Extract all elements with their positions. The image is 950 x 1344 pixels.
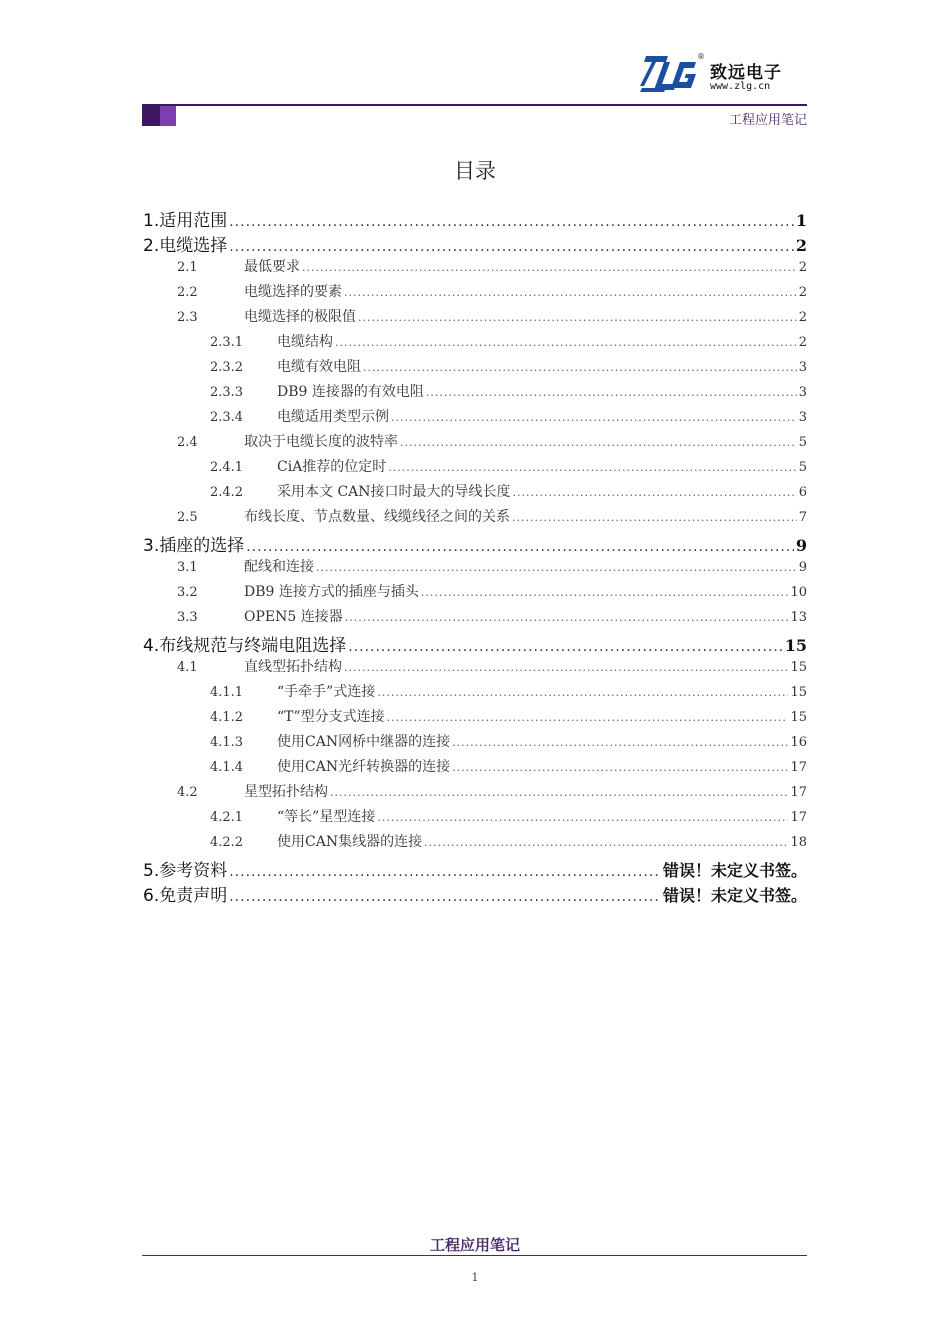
toc-entry-text: 配线和连接: [244, 559, 314, 575]
toc-entry-page: 6: [798, 485, 807, 500]
toc-entry[interactable]: [143, 281, 807, 306]
toc-entry[interactable]: [143, 331, 807, 356]
toc-entry-page: 17: [790, 760, 807, 775]
toc-leader-dots: [363, 361, 797, 374]
toc-leader-dots: [302, 261, 797, 274]
toc-entry-page: 15: [790, 710, 807, 725]
brand-url: www.zlg.cn: [710, 81, 771, 92]
toc-entry-number: 3.1: [177, 560, 198, 575]
toc-entry-page: 3: [798, 385, 807, 400]
toc-entry-page: 2: [798, 285, 807, 300]
toc-entry-text: “手牵手”式连接: [277, 684, 376, 700]
toc-entry-text: 取决于电缆长度的波特率: [244, 434, 398, 450]
toc-entry[interactable]: [143, 431, 807, 456]
toc-entry-text: “T”型分支式连接: [277, 709, 385, 725]
toc-entry[interactable]: [143, 731, 807, 756]
header-block-light: [160, 106, 176, 126]
header-block-dark: [142, 106, 160, 126]
toc-entry-text: CiA推荐的位定时: [277, 459, 387, 475]
toc-entry-page: 9: [798, 560, 807, 575]
toc-entry-number: 3.2: [177, 585, 198, 600]
toc-leader-dots: [512, 511, 797, 524]
toc-entry[interactable]: [143, 356, 807, 381]
toc-entry[interactable]: [143, 581, 807, 606]
toc-entry[interactable]: [143, 456, 807, 481]
toc-entry-page: 2: [795, 236, 807, 255]
toc-leader-dots: [391, 411, 797, 424]
header-rule: [142, 104, 807, 106]
toc-entry-page: 17: [790, 785, 807, 800]
toc-leader-dots: [348, 639, 783, 655]
toc-entry[interactable]: [143, 856, 807, 881]
toc-leader-dots: [452, 761, 788, 774]
toc-leader-dots: [452, 736, 788, 749]
toc-entry-page: 5: [798, 460, 807, 475]
toc-entry-number: 2.4: [177, 435, 198, 450]
toc-entry-page: 错误！未定义书签。: [662, 861, 807, 880]
toc-entry[interactable]: [143, 306, 807, 331]
toc-entry[interactable]: [143, 556, 807, 581]
toc-entry-page: 1: [795, 211, 807, 230]
toc-entry-text: 电缆选择的极限值: [244, 309, 356, 325]
toc-entry-number: 4.2.2: [210, 835, 244, 850]
brand-name: 致远电子: [710, 63, 782, 83]
toc-leader-dots: [229, 214, 794, 230]
toc-entry-text: 使用CAN集线器的连接: [277, 834, 423, 850]
toc-title: 目录: [454, 159, 496, 183]
toc-entry[interactable]: [143, 531, 807, 556]
toc-entry-text: 电缆选择的要素: [244, 284, 342, 300]
toc-entry-number: 2.3: [177, 310, 198, 325]
toc-entry-number: 6.: [143, 886, 160, 906]
toc-entry-page: 3: [798, 360, 807, 375]
header-logo: [640, 52, 810, 100]
toc-entry[interactable]: [143, 881, 807, 906]
toc-entry-text: 电缆有效电阻: [277, 359, 361, 375]
toc-entry[interactable]: [143, 606, 807, 631]
toc-entry-text: 布线长度、节点数量、线缆线径之间的关系: [244, 509, 510, 525]
toc-leader-dots: [377, 686, 788, 699]
toc-entry-number: 4.2: [177, 785, 198, 800]
toc-entry-number: 4.: [143, 636, 160, 656]
toc-entry-page: 2: [798, 335, 807, 350]
toc-entry-number: 4.1: [177, 660, 198, 675]
toc-entry-number: 4.2.1: [210, 810, 244, 825]
toc-entry[interactable]: [143, 756, 807, 781]
toc-entry-text: 采用本文 CAN接口时最大的导线长度: [277, 484, 511, 500]
toc-entry-text: 电缆选择: [159, 236, 228, 256]
page-number: 1: [471, 1271, 479, 1284]
toc-entry[interactable]: [143, 481, 807, 506]
toc-entry[interactable]: [143, 506, 807, 531]
toc-leader-dots: [345, 611, 789, 624]
toc-entry-page: 16: [790, 735, 807, 750]
toc-entry-text: 电缆结构: [277, 334, 333, 350]
toc-entry-number: 4.1.1: [210, 685, 244, 700]
toc-leader-dots: [335, 336, 797, 349]
toc-entry-number: 3.3: [177, 610, 198, 625]
toc-entry-text: 使用CAN网桥中继器的连接: [277, 734, 451, 750]
toc-entry[interactable]: [143, 381, 807, 406]
toc-entry[interactable]: [143, 656, 807, 681]
toc-entry[interactable]: [143, 681, 807, 706]
toc-entry-text: OPEN5 连接器: [244, 609, 343, 625]
toc-entry-text: 最低要求: [244, 259, 300, 275]
toc-entry-number: 2.: [143, 236, 160, 256]
toc-entry[interactable]: [143, 256, 807, 281]
toc-entry[interactable]: [143, 631, 807, 656]
toc-entry-number: 2.3.4: [210, 410, 244, 425]
toc-entry-number: 4.1.2: [210, 710, 244, 725]
toc-leader-dots: [344, 661, 788, 674]
toc-entry-page: 7: [798, 510, 807, 525]
toc-leader-dots: [246, 539, 794, 555]
toc-entry-number: 1.: [143, 211, 160, 231]
toc-leader-dots: [424, 836, 788, 849]
toc-entry-page: 17: [790, 810, 807, 825]
toc-leader-dots: [426, 386, 797, 399]
toc-entry-page: 15: [790, 685, 807, 700]
header-note: 工程应用笔记: [728, 113, 807, 128]
toc-entry[interactable]: [143, 206, 807, 231]
toc-entry-number: 2.3.2: [210, 360, 244, 375]
toc-entry-text: DB9 连接器的有效电阻: [277, 384, 424, 400]
toc-entry-page: 错误！未定义书签。: [662, 886, 807, 905]
toc-entry[interactable]: [143, 406, 807, 431]
toc-entry-text: 电缆适用类型示例: [277, 409, 389, 425]
toc-leader-dots: [377, 811, 788, 824]
toc-entry-number: 4.1.3: [210, 735, 244, 750]
toc-leader-dots: [344, 286, 797, 299]
toc-leader-dots: [229, 864, 661, 880]
toc-entry-page: 10: [790, 585, 807, 600]
footer-rule: [142, 1255, 807, 1256]
toc-leader-dots: [229, 239, 794, 255]
toc-entry-text: 免责声明: [159, 886, 228, 906]
toc-entry-number: 2.1: [177, 260, 198, 275]
toc-entry-text: 使用CAN光纤转换器的连接: [277, 759, 451, 775]
toc-entry-page: 2: [798, 260, 807, 275]
toc-leader-dots: [229, 889, 661, 905]
toc-entry-number: 5.: [143, 861, 160, 881]
zlg-logo-icon: [640, 52, 698, 96]
toc-entry-text: “等长”星型连接: [277, 809, 376, 825]
toc-entry-page: 9: [795, 536, 807, 555]
toc-leader-dots: [513, 486, 797, 499]
toc-entry-page: 13: [790, 610, 807, 625]
toc-entry-text: 适用范围: [159, 211, 228, 231]
toc-entry-number: 4.1.4: [210, 760, 244, 775]
toc-entry-number: 2.5: [177, 510, 198, 525]
toc-leader-dots: [400, 436, 797, 449]
toc-entry-page: 2: [798, 310, 807, 325]
toc-entry[interactable]: [143, 231, 807, 256]
toc-entry-page: 3: [798, 410, 807, 425]
toc-entry-page: 15: [790, 660, 807, 675]
toc-entry-page: 18: [790, 835, 807, 850]
toc-entry-text: 布线规范与终端电阻选择: [159, 636, 347, 656]
toc-entry-number: 2.3.3: [210, 385, 244, 400]
toc-entry-number: 2.4.2: [210, 485, 244, 500]
toc-entry-number: 2.2: [177, 285, 198, 300]
toc-leader-dots: [387, 711, 789, 724]
toc-leader-dots: [316, 561, 797, 574]
table-of-contents: [143, 206, 807, 906]
toc-entry-text: 星型拓扑结构: [244, 784, 328, 800]
toc-leader-dots: [358, 311, 797, 324]
toc-entry-number: 2.3.1: [210, 335, 244, 350]
toc-entry[interactable]: [143, 706, 807, 731]
toc-entry-page: 5: [798, 435, 807, 450]
toc-entry-text: 直线型拓扑结构: [244, 659, 342, 675]
toc-entry[interactable]: [143, 831, 807, 856]
toc-entry-page: 15: [784, 636, 807, 655]
toc-entry-text: DB9 连接方式的插座与插头: [244, 584, 419, 600]
toc-entry-number: 2.4.1: [210, 460, 244, 475]
toc-entry-text: 参考资料: [159, 861, 228, 881]
toc-entry[interactable]: [143, 806, 807, 831]
registered-mark-icon: ®: [697, 52, 705, 61]
footer-title: 工程应用笔记: [429, 1236, 520, 1254]
toc-leader-dots: [388, 461, 796, 474]
toc-leader-dots: [330, 786, 788, 799]
toc-entry-text: 插座的选择: [159, 536, 245, 556]
toc-entry-number: 3.: [143, 536, 160, 556]
toc-entry[interactable]: [143, 781, 807, 806]
toc-leader-dots: [421, 586, 789, 599]
